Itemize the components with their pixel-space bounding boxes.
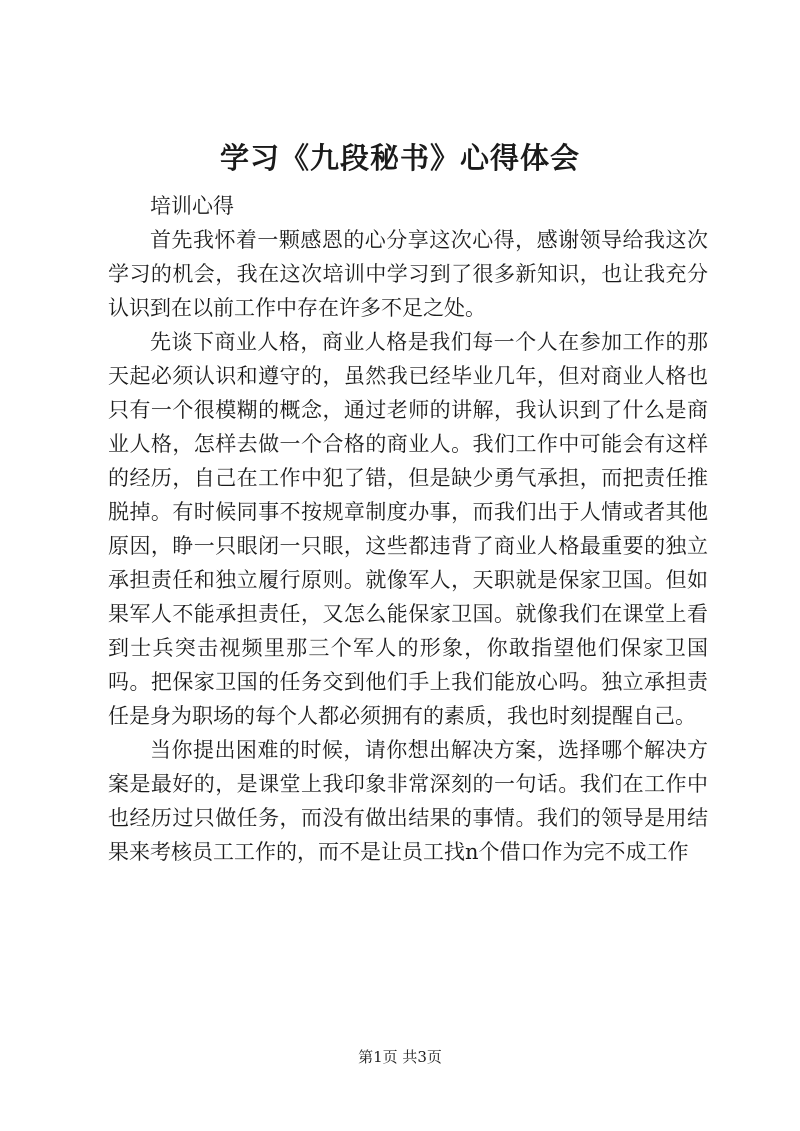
paragraph: 当你提出困难的时候，请你想出解决方案，选择哪个解决方案是最好的，是课堂上我印象非常深刻的一句话。我们在工作中也经历过只做任务，而没有做出结果的事情。我们的领导是用结果来考核员工工作的，而不是让员工找n个借口作为完不成工作: [108, 738, 708, 864]
page-footer: 第1页 共3页: [358, 1048, 442, 1066]
paragraph: 首先我怀着一颗感恩的心分享这次心得，感谢领导给我这次学习的机会，我在这次培训中学习到了很多新知识，也让我充分认识到在以前工作中存在许多不足之处。: [108, 228, 708, 320]
subtitle: 培训心得: [150, 194, 234, 218]
document-body: [108, 189, 708, 869]
paragraph: 先谈下商业人格，商业人格是我们每一个人在参加工作的那天起必须认识和遵守的，虽然我已经毕业几年，但对商业人格也只有一个很模糊的概念，通过老师的讲解，我认识到了什么是商业人格，怎样去做一个合格的商业人。我们工作中可能会有这样的经历，自己在工作中犯了错，但是缺少勇气承担，而把责任推脱掉。有时候同事不按规章制度办事，而我们出于人情或者其他原因，睁一只眼闭一只眼，这些都违背了商业人格最重要的独立承担责任和独立履行原则。就像军人，天职就是保家卫国。但如果军人不能承担责任，又怎么能保家卫国。就像我们在课堂上看到士兵突击视频里那三个军人的形象，你敢指望他们保家卫国吗。把保家卫国的任务交到他们手上我们能放心吗。独立承担责任是身为职场的每个人都必须拥有的素质，我也时刻提醒自己。: [108, 330, 708, 728]
page-title: 学习《九段秘书》心得体会: [219, 141, 580, 175]
